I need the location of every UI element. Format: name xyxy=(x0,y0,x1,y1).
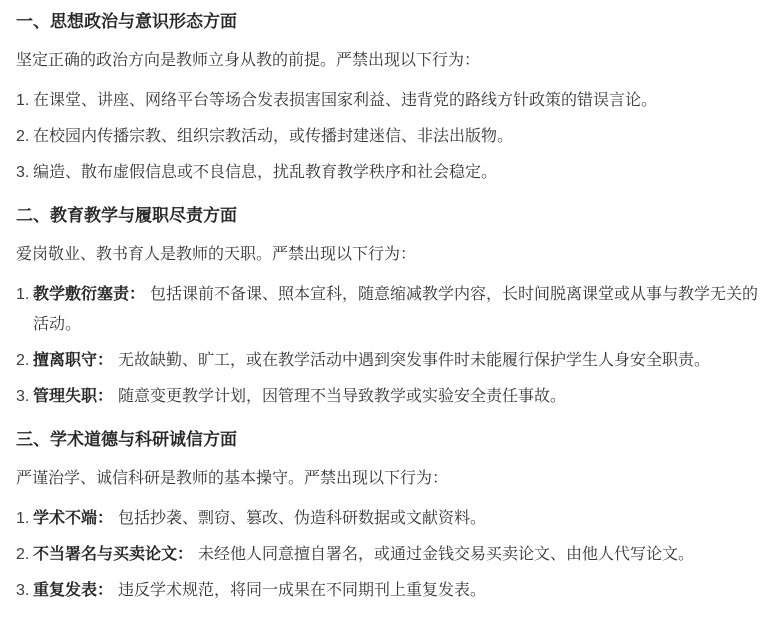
rule-number: 2. xyxy=(16,546,30,563)
rule-item xyxy=(16,576,768,606)
rule-term: 不当署名与买卖论文： xyxy=(33,546,194,563)
rule-text xyxy=(33,158,768,188)
section-intro: 爱岗敬业、教书育人是教师的天职。严禁出现以下行为： xyxy=(16,246,417,263)
rule-text xyxy=(33,280,768,340)
rule-number: 2. xyxy=(16,128,30,145)
rule-text xyxy=(33,86,768,116)
rule-item xyxy=(16,86,768,116)
rule-number: 3. xyxy=(16,388,30,405)
rule-item xyxy=(16,540,768,570)
rule-text xyxy=(33,576,768,606)
rule-number: 1. xyxy=(16,510,30,527)
rule-list xyxy=(16,504,768,606)
rule-list xyxy=(16,280,768,412)
rule-term: 管理失职： xyxy=(33,388,114,405)
rule-text xyxy=(33,540,768,570)
section-intro: 坚定正确的政治方向是教师立身从教的前提。严禁出现以下行为： xyxy=(16,52,481,69)
rule-description: 无故缺勤、旷工，或在教学活动中遇到突发事件时未能履行保护学生人身安全职责。 xyxy=(118,352,711,369)
rule-item xyxy=(16,280,768,340)
rule-number: 3. xyxy=(16,582,30,599)
rule-item xyxy=(16,122,768,152)
rule-description: 违反学术规范，将同一成果在不同期刊上重复发表。 xyxy=(118,582,487,599)
rule-description: 包括抄袭、剽窃、篡改、伪造科研数据或文献资料。 xyxy=(118,510,487,527)
rule-item xyxy=(16,504,768,534)
rule-description: 在校园内传播宗教、组织宗教活动，或传播封建迷信、非法出版物。 xyxy=(33,128,514,145)
rule-item xyxy=(16,158,768,188)
rule-description: 包括课前不备课、照本宣科，随意缩减教学内容，长时间脱离课堂或从事与教学无关的活动。 xyxy=(33,286,759,333)
section-intro: 严谨治学、诚信科研是教师的基本操守。严禁出现以下行为： xyxy=(16,470,449,487)
rule-text xyxy=(33,346,768,376)
rule-term: 教学敷衍塞责： xyxy=(33,286,146,303)
rule-description: 在课堂、讲座、网络平台等场合发表损害国家利益、违背党的路线方针政策的错误言论。 xyxy=(33,92,658,109)
rule-description: 编造、散布虚假信息或不良信息，扰乱教育教学秩序和社会稳定。 xyxy=(33,164,498,181)
rule-item xyxy=(16,346,768,376)
rule-description: 随意变更教学计划，因管理不当导致教学或实验安全责任事故。 xyxy=(118,388,567,405)
section-heading: 三、学术道德与科研诚信方面 xyxy=(16,430,237,449)
rule-term: 学术不端： xyxy=(33,510,114,527)
rule-text xyxy=(33,382,768,412)
rule-item xyxy=(16,382,768,412)
section-ideology xyxy=(16,10,768,188)
rule-number: 1. xyxy=(16,92,30,109)
rule-number: 2. xyxy=(16,352,30,369)
rule-list xyxy=(16,86,768,188)
rule-text xyxy=(33,122,768,152)
section-heading: 一、思想政治与意识形态方面 xyxy=(16,12,237,31)
rule-number: 3. xyxy=(16,164,30,181)
section-academic-integrity xyxy=(16,428,768,606)
rule-description: 未经他人同意擅自署名，或通过金钱交易买卖论文、由他人代写论文。 xyxy=(198,546,695,563)
rule-number: 1. xyxy=(16,286,30,303)
section-heading: 二、教育教学与履职尽责方面 xyxy=(16,206,237,225)
rule-term: 重复发表： xyxy=(33,582,114,599)
rule-term: 擅离职守： xyxy=(33,352,114,369)
section-teaching-duty xyxy=(16,204,768,412)
rule-text xyxy=(33,504,768,534)
